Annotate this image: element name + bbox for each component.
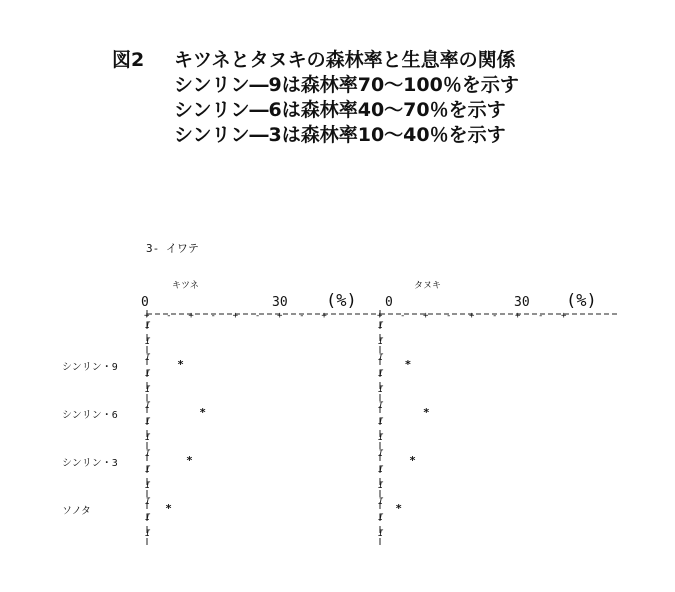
panel-1-frame-glyph: I (145, 417, 151, 427)
panel-1-tick-0: 0 (141, 295, 149, 310)
panel-2-tick-30: 30 (514, 295, 530, 310)
panel-2-frame-glyph: I (378, 529, 384, 539)
panel-2-axis-tick: + (377, 311, 383, 321)
panel-2-title: タヌキ (414, 281, 442, 291)
data-point: * (199, 406, 207, 419)
panel-2-axis-tick: + (515, 311, 521, 321)
data-point: * (404, 358, 412, 371)
panel-1-axis-tick: - (254, 311, 261, 321)
panel-1-frame-glyph: I (145, 497, 151, 507)
panel-1-axis-tick: + (188, 311, 194, 321)
panel-2-frame-glyph: I (378, 353, 384, 363)
panel-1-frame-glyph: I (145, 321, 151, 331)
caption-line-3: シンリン―6は森林率40～70％を示す (174, 99, 506, 121)
panel-2-marks (395, 358, 429, 515)
panel-1-frame-glyph: I (145, 529, 151, 539)
panel-2-tick-0: 0 (385, 295, 393, 310)
panel-2-frame-glyph: I (378, 481, 384, 491)
panel-1-axis-tick: + (277, 311, 283, 321)
panel-2-frame-glyph: I (378, 465, 384, 475)
panel-2-frame-glyph: I (378, 513, 384, 523)
data-point: * (409, 454, 416, 467)
data-point: * (177, 358, 184, 371)
panel-2-frame-glyph: I (378, 417, 384, 427)
panel-2-frame-glyph: I (378, 497, 384, 507)
panel-2-frame-glyph: I (378, 321, 384, 331)
panel-1-axis-tick: + (321, 311, 327, 321)
panel-1-frame-glyph: I (145, 465, 151, 475)
caption-line-2: シンリン―9は森林率70～100％を示す (174, 74, 519, 96)
panel-2-axis-tick: + (469, 311, 475, 321)
panel-2-axis-tick: - (446, 311, 452, 321)
panel-1-axis-tick: - (166, 311, 172, 321)
category-label-2: シンリン・6 (62, 410, 118, 421)
category-label-3: シンリン・3 (62, 458, 118, 469)
panel-2-frame-glyph: I (378, 433, 384, 443)
data-point: * (186, 454, 193, 467)
panel-2-axis-tick: - (400, 311, 406, 321)
panel-1-axis-tick: + (144, 311, 150, 321)
category-label-4: ソノタ (62, 506, 91, 517)
region-label: 3- イワテ (146, 242, 199, 255)
panel-2-axis-tick: - (492, 311, 498, 321)
panel-1-title: キツネ (172, 281, 199, 291)
panel-2-frame-glyph: I (378, 385, 384, 395)
panel-2-frame-glyph: I (378, 369, 384, 379)
panel-1-marks (165, 358, 206, 515)
panel-1-frame-glyph: I (145, 353, 151, 363)
data-point: * (165, 502, 172, 515)
panel-2-axis-tick: + (561, 311, 567, 321)
panel-2-axis-tick: + (423, 311, 429, 321)
panel-1-axis-tick: - (210, 311, 216, 321)
panel-1-frame-glyph: I (145, 449, 151, 459)
data-point: * (395, 502, 403, 515)
panel-1-frame-glyph: I (145, 369, 151, 379)
data-point: * (423, 406, 430, 419)
panel-1-frame-glyph: I (145, 385, 151, 395)
panel-2-frame-glyph: I (378, 449, 384, 459)
panel-1-tick-30: 30 (272, 295, 288, 310)
panel-2-axis-tick: - (538, 311, 544, 321)
panel-1-axis-tick: - (299, 311, 305, 321)
panel-1-unit: (%) (326, 291, 357, 311)
caption-line-4: シンリン―3は森林率10～40％を示す (174, 124, 506, 146)
panel-2-frame-glyph: I (378, 401, 384, 411)
panel-1-frame-glyph: I (145, 401, 151, 411)
panel-2-frame-glyph: I (378, 337, 384, 347)
panel-1-frame-glyph: I (145, 433, 151, 443)
panel-1-frame-glyph: I (145, 481, 151, 491)
caption-line-1: キツネとタヌキの森林率と生息率の関係 (174, 49, 516, 71)
panel-1-frame-glyph: I (145, 337, 151, 347)
panel-2-unit: (%) (566, 291, 597, 311)
panel-1-axis-tick: + (232, 311, 239, 321)
panel-1-frame-glyph: I (145, 513, 151, 523)
figure-label: 図2 (112, 49, 145, 71)
category-label-1: シンリン・9 (62, 362, 118, 373)
